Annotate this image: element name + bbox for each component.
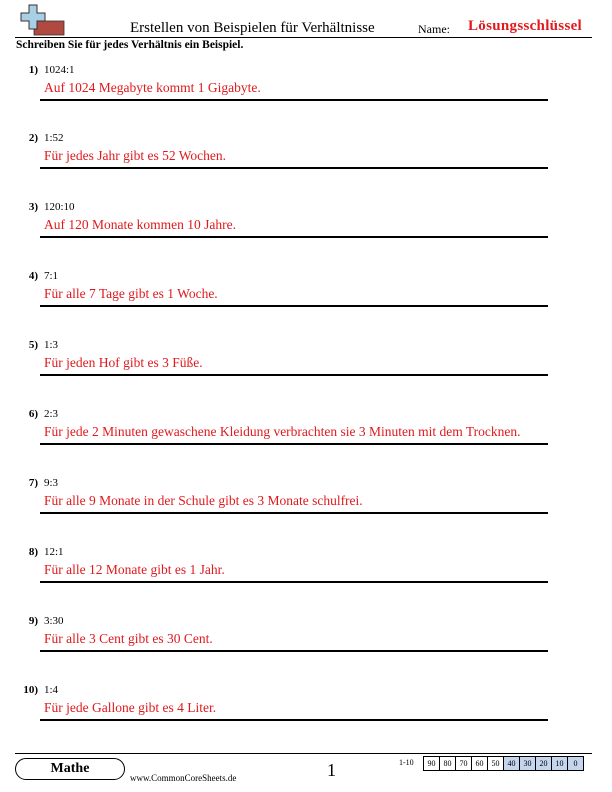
problem-answer: Auf 1024 Megabyte kommt 1 Gigabyte. <box>44 80 261 95</box>
answer-line <box>40 719 548 721</box>
problem-4 <box>0 270 612 338</box>
instructions: Schreiben Sie für jedes Verhältnis ein Beispiel. <box>16 39 244 51</box>
answer-line <box>40 236 548 238</box>
problem-1 <box>0 64 612 132</box>
problem-7 <box>0 477 612 545</box>
problem-answer: Auf 120 Monate kommen 10 Jahre. <box>44 217 236 232</box>
problem-number: 3) <box>28 201 38 213</box>
problem-answer: Für jede 2 Minuten gewaschene Kleidung verbrachten sie 3 Minuten mit dem Trocknen. <box>44 424 521 439</box>
problem-6 <box>0 408 612 476</box>
problem-ratio: 3:30 <box>44 615 64 627</box>
problem-ratio: 1:3 <box>44 339 59 351</box>
problem-10 <box>0 684 612 752</box>
score-cell: 60 <box>471 756 488 771</box>
answer-key-label: Lösungsschlüssel <box>468 18 583 34</box>
footer-website: www.CommonCoreSheets.de <box>130 773 237 783</box>
score-cell: 70 <box>455 756 472 771</box>
answer-line <box>40 305 548 307</box>
answer-line <box>40 443 548 445</box>
problem-ratio: 1024:1 <box>44 64 75 76</box>
problem-2 <box>0 132 612 200</box>
problem-ratio: 1:52 <box>44 132 64 144</box>
header-divider <box>15 37 592 38</box>
subject-label: Mathe <box>50 761 90 776</box>
answer-line <box>40 167 548 169</box>
problem-answer: Für jedes Jahr gibt es 52 Wochen. <box>44 148 227 163</box>
subject-badge <box>15 758 125 780</box>
answer-line <box>40 374 548 376</box>
score-cell: 50 <box>487 756 504 771</box>
worksheet-title: Erstellen von Beispielen für Verhältnisse <box>130 20 375 36</box>
problem-number: 9) <box>28 615 38 627</box>
score-table <box>424 756 584 771</box>
problem-8 <box>0 546 612 614</box>
problem-ratio: 7:1 <box>44 270 59 282</box>
answer-line <box>40 650 548 652</box>
problem-number: 6) <box>28 408 38 420</box>
problem-answer: Für alle 7 Tage gibt es 1 Woche. <box>44 286 218 301</box>
problem-ratio: 12:1 <box>44 546 64 558</box>
name-label: Name: <box>418 22 450 36</box>
answer-line <box>40 99 548 101</box>
problem-number: 5) <box>28 339 38 351</box>
score-cell: 90 <box>423 756 440 771</box>
problem-number: 1) <box>28 64 38 76</box>
problem-number: 4) <box>28 270 38 282</box>
footer-divider <box>15 753 592 754</box>
problem-answer: Für jeden Hof gibt es 3 Füße. <box>44 355 203 370</box>
plus-logo-icon <box>20 4 66 38</box>
score-range-label: 1-10 <box>399 758 414 767</box>
page-number: 1 <box>327 760 336 780</box>
score-cell: 40 <box>503 756 520 771</box>
score-cell: 30 <box>519 756 536 771</box>
problem-number: 2) <box>28 132 38 144</box>
problem-number: 8) <box>28 546 38 558</box>
problem-ratio: 120:10 <box>44 201 75 213</box>
score-cell: 20 <box>535 756 552 771</box>
problem-ratio: 2:3 <box>44 408 59 420</box>
problem-number: 10) <box>23 684 38 696</box>
problem-3 <box>0 201 612 269</box>
problem-9 <box>0 615 612 683</box>
problem-5 <box>0 339 612 407</box>
problem-answer: Für jede Gallone gibt es 4 Liter. <box>44 700 217 715</box>
score-cell: 80 <box>439 756 456 771</box>
problem-answer: Für alle 3 Cent gibt es 30 Cent. <box>44 631 213 646</box>
problem-answer: Für alle 9 Monate in der Schule gibt es 3 Monate schulfrei. <box>44 493 363 508</box>
score-cell: 10 <box>551 756 568 771</box>
answer-line <box>40 581 548 583</box>
problem-number: 7) <box>28 477 38 489</box>
problem-ratio: 1:4 <box>44 684 59 696</box>
problem-ratio: 9:3 <box>44 477 59 489</box>
problem-answer: Für alle 12 Monate gibt es 1 Jahr. <box>44 562 225 577</box>
answer-line <box>40 512 548 514</box>
score-cell: 0 <box>567 756 584 771</box>
